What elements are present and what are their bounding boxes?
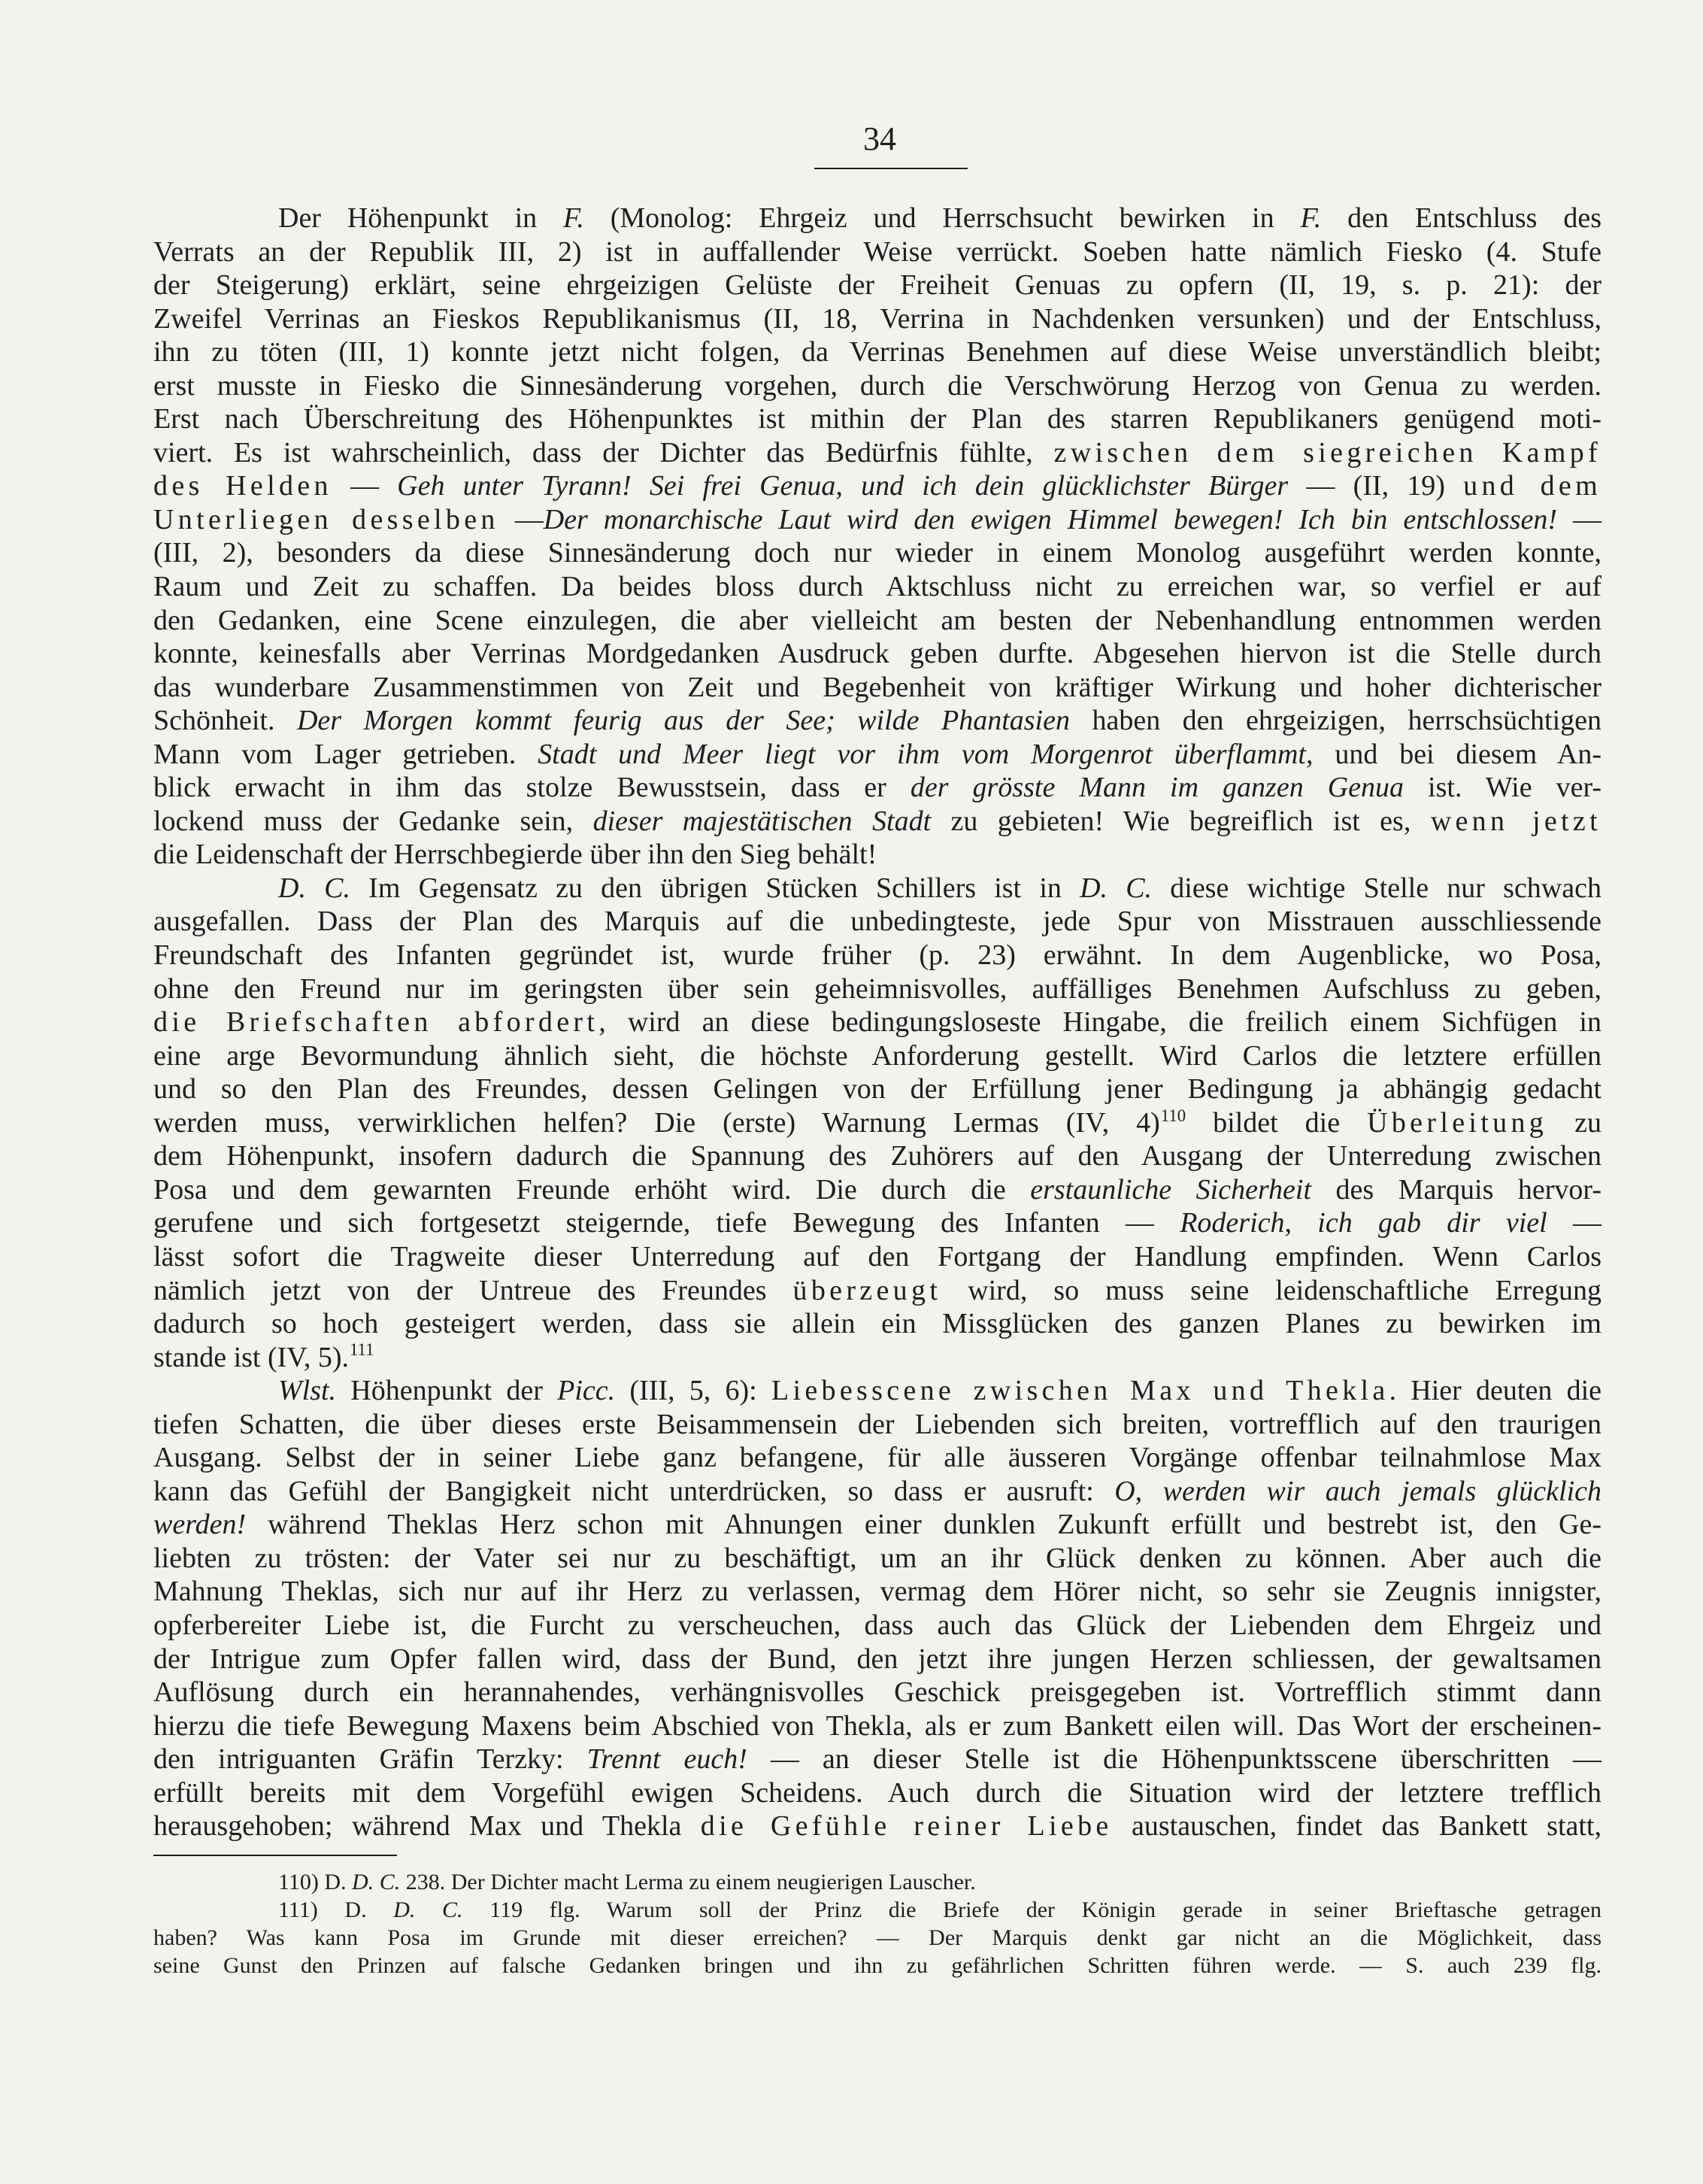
text-run: und bei diesem An- [1313,738,1601,770]
text-line [153,268,1601,302]
text-line [153,1374,1601,1408]
text-line [153,1307,1601,1341]
spaced-run: die Briefschaften abfordert [153,1006,599,1039]
text-line [153,1575,1601,1609]
italic-run: Wlst. [278,1375,337,1407]
text-line [153,1809,1601,1843]
text-line [153,570,1601,604]
text-line [153,1609,1601,1643]
text-run: Posa und dem gewarnten Freunde erhöht wird. Die durch die [153,1173,1031,1206]
text-run: und so den Plan des Freundes, dessen Gelingen von der Erfüllung jener Bedingung ja abhängig gedacht [153,1073,1601,1106]
text-line [153,771,1601,805]
text-line [153,1173,1601,1207]
page-number: 34 [863,120,896,157]
text-line [153,1643,1601,1676]
text-line [153,469,1601,503]
text-run: gerufene und sich fortgesetzt steigernde, tiefe Bewegung des Infanten — [153,1207,1180,1239]
text-line [153,335,1601,369]
paragraph [153,1374,1601,1843]
text-line [153,1896,1601,1924]
text-run: der Intrigue zum Opfer fallen wird, dass der Bund, den jetzt ihre jungen Herzen schliessen, der gewaltsamen [153,1643,1601,1675]
text-run: 110) D. [278,1870,353,1894]
text-line [153,1106,1601,1140]
text-run: erst musste in Fiesko die Sinnesänderung vorgehen, durch die Verschwörung Herzog von Genua zu werden. [153,369,1601,402]
text-run: den intriguanten Gräfin Terzky: [153,1743,587,1776]
text-run: 238. Der Dichter macht Lerma zu einem neugierigen Lauscher. [400,1870,976,1894]
text-run: (III, 2), besonders da diese Sinnesänderung doch nur wieder in einem Monolog ausgeführt werden konnte, [153,537,1601,569]
text-line [153,1039,1601,1073]
text-run: Auflösung durch ein herannahendes, verhängnisvolles Geschick preisgegeben ist. Vortrefflich stimmt dann [153,1676,1601,1709]
text-run: Im Gegensatz zu den übrigen Stücken Schillers ist in [350,872,1080,904]
text-run: . Hier deuten die [1389,1375,1601,1407]
text-line [153,872,1601,905]
text-line [153,503,1601,537]
paragraph [153,872,1601,1374]
italic-run: O, werden wir auch jemals glücklich [1114,1475,1601,1507]
italic-run: D. C. [1080,872,1153,904]
text-run: stande ist (IV, 5). [153,1341,349,1373]
text-run: liebten zu trösten: der Vater sei nur zu beschäftigt, um an ihr Glück denken zu können. Aber auch die [153,1542,1601,1574]
text-run: — [332,470,398,502]
footnote [153,1868,1601,1896]
text-run: Schönheit. [153,705,297,737]
text-line [153,235,1601,269]
text-run: lässt sofort die Tragweite dieser Unterredung auf den Fortgang der Handlung empfinden. Wenn Carlos [153,1240,1601,1272]
text-run: der Steigerung) erklärt, seine ehrgeizigen Gelüste der Freiheit Genuas zu opfern (II, 19, s. p. 21): der [153,269,1601,302]
text-line [153,1868,1601,1896]
footnote-reference: 110 [1160,1106,1186,1125]
italic-run: werden! [153,1509,247,1541]
text-line [153,1139,1601,1173]
italic-run: F. [1300,202,1322,234]
spaced-run: Überleitung [1367,1106,1548,1139]
text-line [153,1475,1601,1509]
text-line [153,838,1601,872]
footnotes [153,1868,1601,1979]
paragraph [153,202,1601,872]
text-run: , wird an diese bedingungsloseste Hingabe, die freilich einem Sichfügen in [598,1006,1601,1039]
text-line [153,671,1601,705]
text-line [153,1441,1601,1475]
text-line [153,905,1601,939]
text-run: 111) D. [278,1897,394,1922]
text-run: nämlich jetzt von der Untreue des Freundes [153,1274,793,1306]
text-run: Mahnung Theklas, sich nur auf ihr Herz zu verlassen, vermag dem Hörer nicht, so sehr sie Zeugnis innigster, [153,1576,1601,1608]
text-line [153,1743,1601,1776]
italic-run: D. C. [278,872,350,904]
text-run: Raum und Zeit zu schaffen. Da beides bloss durch Aktschluss nicht zu erreichen war, so verfiel er auf [153,571,1601,603]
italic-run: erstaunliche Sicherheit [1030,1173,1312,1206]
text-run: des Marquis hervor- [1311,1173,1601,1206]
text-run: Erst nach Überschreitung des Höhenpunktes ist mithin der Plan des starren Republikaners genügend moti- [153,403,1601,435]
text-line [153,302,1601,336]
italic-run: F. [563,202,584,234]
text-run: herausgehoben; während Max und Thekla [153,1810,701,1843]
text-run: diese wichtige Stelle nur schwach [1152,872,1601,904]
text-run: — (II, 19) [1288,470,1464,502]
text-line [153,436,1601,470]
text-run: den Gedanken, eine Scene einzulegen, die aber vielleicht am besten der Nebenhandlung entnommen werden [153,604,1601,636]
text-run: eine arge Bevormundung ähnlich sieht, die höchste Anforderung gestellt. Wird Carlos die letztere erfüllen [153,1039,1601,1072]
text-run: die Leidenschaft der Herrschbegierde über ihn den Sieg behält! [153,839,877,871]
text-line [153,1508,1601,1542]
text-line [153,1341,1601,1375]
text-line [153,704,1601,738]
text-run: zu [1547,1106,1601,1139]
text-line [153,1206,1601,1240]
text-line [153,738,1601,772]
text-run: opferbereiter Liebe ist, die Furcht zu verscheuchen, dass auch das Glück der Liebenden dem Ehrgeiz und [153,1609,1601,1641]
text-line [153,805,1601,839]
spaced-run: des Helden [153,470,332,502]
text-run: kann das Gefühl der Bangigkeit nicht unterdrücken, so dass er ausruft: [153,1475,1115,1507]
text-run: Mann vom Lager getrieben. [153,738,538,770]
italic-run: dieser majestätischen Stadt [592,805,932,837]
text-line [153,1952,1601,1979]
text-run: — [1547,1207,1601,1239]
italic-run: D. C. [352,1870,401,1894]
text-line [153,1006,1601,1039]
italic-run: Geh unter Tyrann! Sei frei Genua, und ich dein glücklichster Bürger [397,470,1289,502]
header-rule [814,168,968,169]
text-run: tiefen Schatten, die über dieses erste Beisammensein der Liebenden sich breiten, vortrefflich auf den traurigen [153,1408,1601,1440]
text-run: konnte, keinesfalls aber Verrinas Mordgedanken Ausdruck geben durfte. Abgesehen hiervon ist die Stelle durch [153,638,1601,670]
italic-run: Roderich, ich gab dir viel [1180,1207,1547,1239]
text-run: blick erwacht in ihm das stolze Bewusstsein, dass er [153,772,911,804]
spaced-run: Liebesscene zwischen Max und Thekla [771,1375,1389,1407]
text-line [153,1072,1601,1106]
text-run: Freundschaft des Infanten gegründet ist, wurde früher (p. 23) erwähnt. In dem Augenblicke, wo Posa, [153,939,1601,972]
text-run: — an dieser Stelle ist die Höhenpunktsscene überschritten — [747,1743,1601,1776]
footnote [153,1896,1601,1979]
italic-run: D. C. [393,1897,463,1922]
text-line [153,1240,1601,1274]
text-run: Der Höhenpunkt in [278,202,564,234]
italic-run: der grösste Mann im ganzen Genua [910,772,1405,804]
body-text [153,202,1601,1843]
text-line [153,637,1601,671]
text-line [153,369,1601,403]
text-run: — [1557,503,1602,535]
text-run: seine Gunst den Prinzen auf falsche Gedanken bringen und ihn zu gefährlichen Schritten führen werde. — S. auch 239 flg. [153,1953,1601,1978]
text-line [153,604,1601,638]
text-line [153,402,1601,436]
text-run: hierzu die tiefe Bewegung Maxens beim Abschied von Thekla, als er zum Bankett eilen will. Das Wort der erscheinen- [153,1709,1601,1742]
text-line [153,1776,1601,1810]
text-run: wird, so muss seine leidenschaftliche Erregung [941,1274,1602,1306]
spaced-run: zwischen dem siegreichen Kampf [1053,436,1601,469]
spaced-run: überzeugt [792,1274,942,1306]
italic-run: Der monarchische Laut wird den ewigen Himmel bewegen! Ich bin entschlossen! [543,503,1558,535]
text-run: dadurch so hoch gesteigert werden, dass sie allein ein Missglücken des ganzen Planes zu bewirken im [153,1308,1601,1340]
italic-run: Picc. [557,1375,616,1407]
text-line [153,536,1601,570]
text-run: zu gebieten! Wie begreiflich ist es, [931,805,1431,837]
text-line [153,972,1601,1006]
text-run: werden muss, verwirklichen helfen? Die (erste) Warnung Lermas (IV, 4) [153,1106,1160,1139]
text-line [153,1274,1601,1308]
text-run: (Monolog: Ehrgeiz und Herrschsucht bewirken in [583,202,1301,234]
italic-run: Stadt und Meer liegt vor ihm vom Morgenrot überflammt, [538,738,1314,770]
spaced-run: die Gefühle reiner Liebe [700,1810,1113,1843]
text-line [153,1709,1601,1743]
text-run: dem Höhenpunkt, insofern dadurch die Spannung des Zuhörers auf den Ausgang der Unterredung zwischen [153,1140,1601,1172]
text-line [153,1542,1601,1576]
text-line [153,1924,1601,1952]
text-run: ausgefallen. Dass der Plan des Marquis auf die unbedingteste, jede Spur von Misstrauen ausschliessende [153,905,1601,938]
text-run: während Theklas Herz schon mit Ahnungen einer dunklen Zukunft erfüllt und bestrebt ist, den Ge- [246,1509,1601,1541]
text-run: erfüllt bereits mit dem Vorgefühl ewigen Scheidens. Auch durch die Situation wird der letztere trefflich [153,1776,1601,1809]
text-run: den Entschluss des [1321,202,1602,234]
text-run: (III, 5, 6): [615,1375,771,1407]
text-run: ihn zu töten (III, 1) konnte jetzt nicht folgen, da Verrinas Benehmen auf diese Weise unverständlich bleibt; [153,336,1601,369]
text-run: das wunderbare Zusammenstimmen von Zeit und Begebenheit von kräftiger Wirkung und hoher dichterischer [153,671,1601,703]
text-line [153,202,1601,235]
text-run: austauschen, findet das Bankett statt, [1112,1810,1601,1843]
text-run: Höhenpunkt der [336,1375,558,1407]
text-line [153,1408,1601,1442]
italic-run: Der Morgen kommt feurig aus der See; wilde Phantasien [296,705,1070,737]
spaced-run: wenn jetzt [1430,805,1601,837]
text-run: lockend muss der Gedanke sein, [153,805,593,837]
text-run: Zweifel Verrinas an Fieskos Republikanismus (II, 18, Verrina in Nachdenken versunken) und der Entschluss, [153,302,1601,335]
footnote-rule [153,1855,397,1856]
text-run: bildet die [1186,1106,1368,1139]
text-run: viert. Es ist wahrscheinlich, dass der Dichter das Bedürfnis fühlte, [153,436,1054,469]
text-run: ohne den Freund nur im geringsten über sein geheimnisvolles, auffälliges Benehmen Aufschluss zu geben, [153,972,1601,1005]
spaced-run: Unterliegen desselben [153,503,499,535]
italic-run: Trennt euch! [586,1743,747,1776]
text-line [153,939,1601,972]
footnote-reference: 111 [350,1340,374,1360]
text-run: ist. Wie ver- [1404,772,1601,804]
text-run: 119 flg. Warum soll der Prinz die Briefe der Königin gerade in seiner Brieftasche getragen [462,1897,1601,1922]
text-run: Ausgang. Selbst der in seiner Liebe ganz befangene, für alle äusseren Vorgänge offenbar teilnahmlose Max [153,1442,1601,1474]
text-run: haben? Was kann Posa im Grunde mit dieser erreichen? — Der Marquis denkt gar nicht an die Möglichkeit, dass [153,1925,1601,1950]
spaced-run: und dem [1463,470,1601,502]
text-line [153,1676,1601,1709]
text-run: haben den ehrgeizigen, herrschsüchtigen [1069,705,1601,737]
text-run: — [498,503,544,535]
text-run: Verrats an der Republik III, 2) ist in auffallender Weise verrückt. Soeben hatte nämlich Fiesko (4. Stufe [153,235,1601,268]
